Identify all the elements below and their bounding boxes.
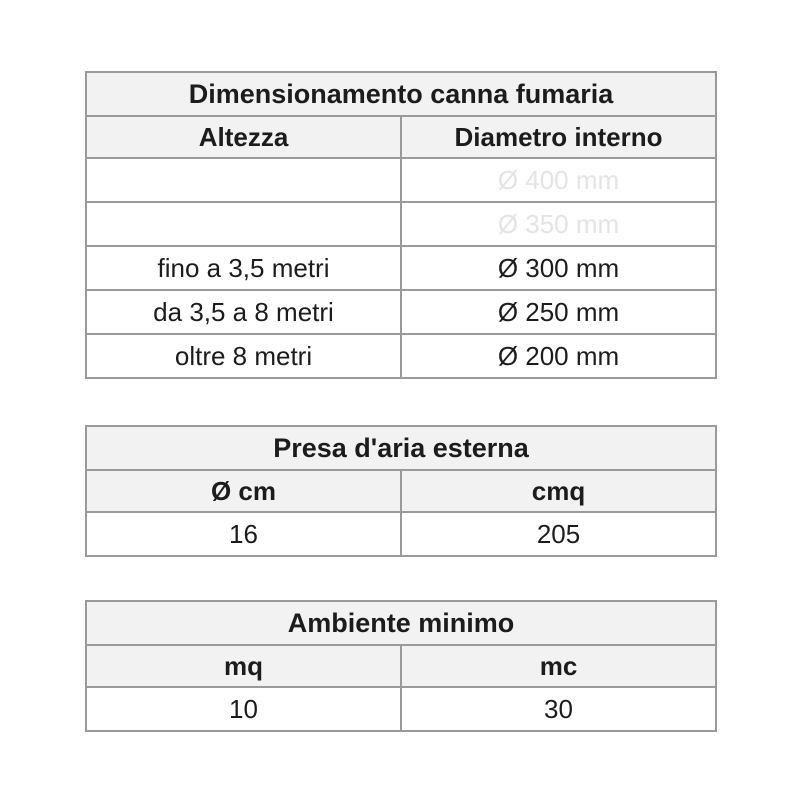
table-header-row <box>86 116 716 158</box>
table-header-row <box>86 470 716 512</box>
height-cell <box>86 202 401 246</box>
header-diametro-interno: Diametro interno <box>401 116 716 158</box>
table-row <box>86 290 716 334</box>
cmq-cell: 205 <box>401 512 716 556</box>
header-altezza: Altezza <box>86 116 401 158</box>
table-title-row <box>86 72 716 116</box>
height-cell: fino a 3,5 metri <box>86 246 401 290</box>
header-cmq: cmq <box>401 470 716 512</box>
header-mc: mc <box>401 645 716 687</box>
diameter-cell: Ø 200 mm <box>401 334 716 378</box>
diameter-cell: Ø 350 mm <box>401 202 716 246</box>
diameter-cell: Ø 250 mm <box>401 290 716 334</box>
table-header-row <box>86 645 716 687</box>
diameter-cm-cell: 16 <box>86 512 401 556</box>
mq-cell: 10 <box>86 687 401 731</box>
header-mq: mq <box>86 645 401 687</box>
chimney-sizing-title: Dimensionamento canna fumaria <box>86 72 716 116</box>
table-row <box>86 512 716 556</box>
diameter-cell: Ø 300 mm <box>401 246 716 290</box>
header-diameter-cm: Ø cm <box>86 470 401 512</box>
chimney-sizing-table <box>85 71 717 379</box>
air-intake-title: Presa d'aria esterna <box>86 426 716 470</box>
height-cell: oltre 8 metri <box>86 334 401 378</box>
external-air-intake-table <box>85 425 717 557</box>
diameter-cell: Ø 400 mm <box>401 158 716 202</box>
table-row <box>86 246 716 290</box>
table-row <box>86 687 716 731</box>
table-row <box>86 202 716 246</box>
height-cell: da 3,5 a 8 metri <box>86 290 401 334</box>
table-row <box>86 158 716 202</box>
height-cell <box>86 158 401 202</box>
minimum-room-table <box>85 600 717 732</box>
minimum-room-title: Ambiente minimo <box>86 601 716 645</box>
table-title-row <box>86 426 716 470</box>
table-row <box>86 334 716 378</box>
mc-cell: 30 <box>401 687 716 731</box>
table-title-row <box>86 601 716 645</box>
